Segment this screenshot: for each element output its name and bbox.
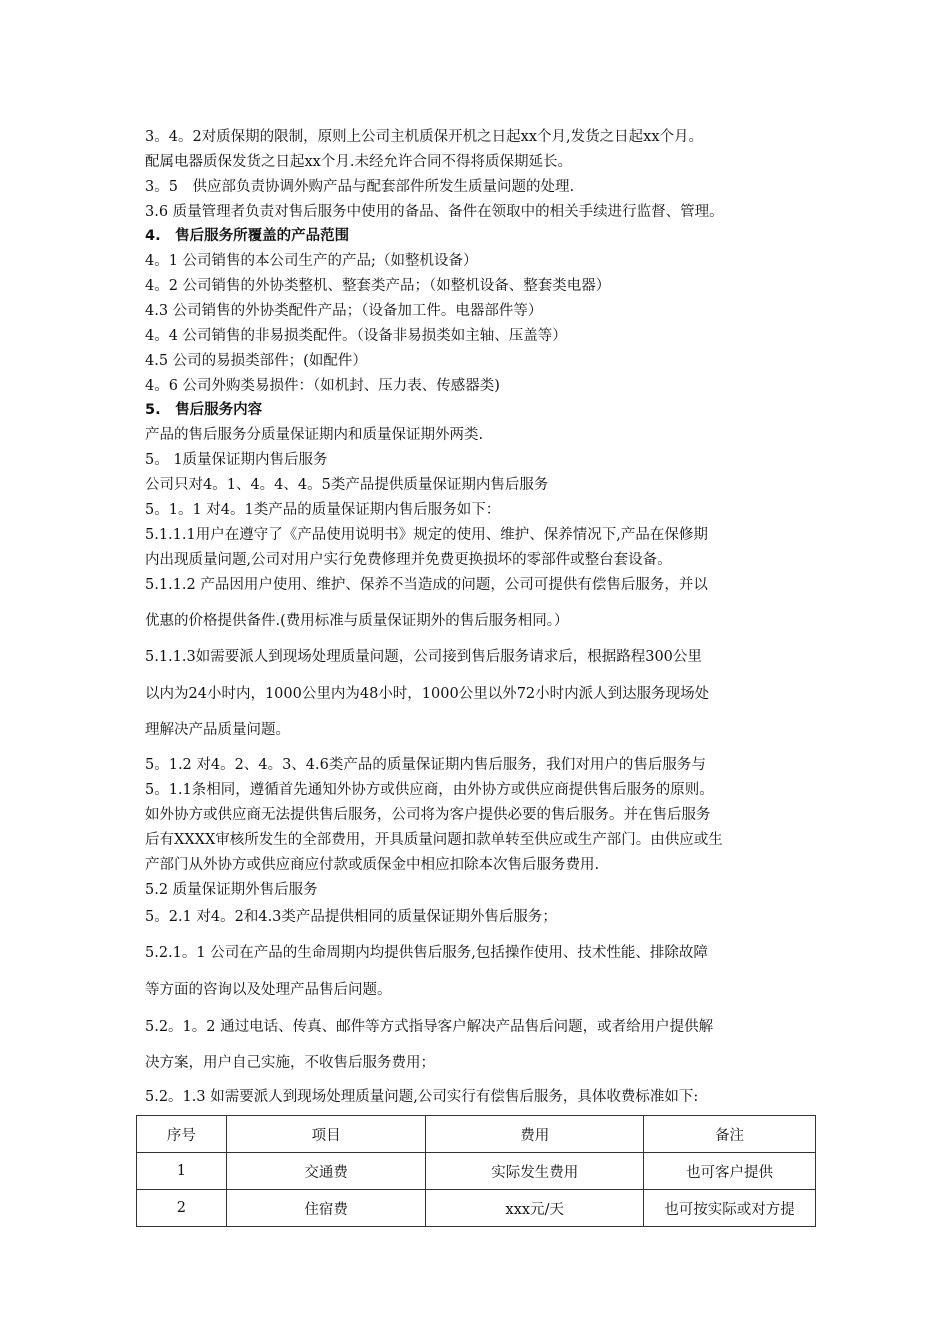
table-row bbox=[137, 1153, 816, 1190]
table-header-cell: 序号 bbox=[137, 1116, 227, 1153]
table-cell: 1 bbox=[137, 1153, 227, 1190]
paragraph-line: 4。2 公司销售的外协类整机、整套类产品；（如整机设备、整套类电器） bbox=[145, 278, 611, 294]
paragraph-line: 等方面的咨询以及处理产品售后问题。 bbox=[145, 982, 392, 998]
paragraph-line: 5。1。1 对4。1类产品的质量保证期内售后服务如下： bbox=[145, 502, 501, 518]
table-cell: 也可按实际或对方提 bbox=[644, 1190, 816, 1227]
paragraph-line: 5。1.1条相同，遵循首先通知外协方或供应商，由外协方或供应商提供售后服务的原则。 bbox=[145, 782, 714, 798]
paragraph-line: 4。1 公司销售的本公司生产的产品;（如整机设备） bbox=[145, 253, 478, 269]
table-cell: 也可客户提供 bbox=[644, 1153, 816, 1190]
paragraph-line: 3。4。2对质保期的限制，原则上公司主机质保开机之日起xx个月,发货之日起xx个月。 bbox=[145, 129, 703, 145]
paragraph-line: 优惠的价格提供备件.(费用标准与质量保证期外的售后服务相同。） bbox=[145, 613, 569, 629]
paragraph-line: 产部门从外协方或供应商应付款或质保金中相应扣除本次售后服务费用. bbox=[145, 857, 600, 873]
table-header-row bbox=[137, 1116, 816, 1153]
paragraph-line: 以内为24小时内，1000公里内为48小时，1000公里以外72小时内派人到达服务现场处 bbox=[145, 686, 710, 702]
table-cell: xxx元/天 bbox=[426, 1190, 644, 1227]
table-header-cell: 项目 bbox=[226, 1116, 426, 1153]
paragraph-line: 5.2。1。2 通过电话、传真、邮件等方式指导客户解决产品售后问题，或者给用户提供解 bbox=[145, 1019, 714, 1035]
table-cell: 2 bbox=[137, 1190, 227, 1227]
section-heading: 5. 售后服务内容 bbox=[145, 402, 263, 418]
paragraph-line: 5.2.1。1 公司在产品的生命周期内均提供售后服务,包括操作使用、技术性能、排除故障 bbox=[145, 945, 708, 961]
paragraph-line: 5。2.1 对4。2和4.3类产品提供相同的质量保证期外售后服务； bbox=[145, 909, 557, 925]
paragraph-line: 5.2 质量保证期外售后服务 bbox=[145, 882, 318, 898]
paragraph-line: 4.3 公司销售的外协类配件产品；（设备加工件。电器部件等） bbox=[145, 303, 543, 319]
paragraph-line: 配属电器质保发货之日起xx个月.未经允许合同不得将质保期延长。 bbox=[145, 154, 572, 170]
paragraph-line: 3.6 质量管理者负责对售后服务中使用的备品、备件在领取中的相关手续进行监督、管理。 bbox=[145, 204, 724, 220]
paragraph-line: 产品的售后服务分质量保证期内和质量保证期外两类. bbox=[145, 427, 484, 443]
table-row bbox=[137, 1190, 816, 1227]
paragraph-line: 4。6 公司外购类易损件：（如机封、压力表、传感器类) bbox=[145, 378, 500, 394]
paragraph-line: 4。4 公司销售的非易损类配件。（设备非易损类如主轴、压盖等） bbox=[145, 328, 567, 344]
table-cell: 住宿费 bbox=[226, 1190, 426, 1227]
table-header-cell: 备注 bbox=[644, 1116, 816, 1153]
table-header-cell: 费用 bbox=[426, 1116, 644, 1153]
paragraph-line: 内出现质量问题,公司对用户实行免费修理并免费更换损坏的零部件或整台套设备。 bbox=[145, 552, 672, 568]
section-heading: 4. 售后服务所覆盖的产品范围 bbox=[145, 228, 350, 244]
fee-table bbox=[136, 1115, 816, 1227]
paragraph-line: 5.1.1.3如需要派人到现场处理质量问题，公司接到售后服务请求后，根据路程300公里 bbox=[145, 649, 702, 665]
paragraph-line: 如外协方或供应商无法提供售后服务，公司将为客户提供必要的售后服务。并在售后服务 bbox=[145, 807, 711, 823]
paragraph-line: 决方案，用户自己实施，不收售后服务费用； bbox=[145, 1055, 435, 1071]
paragraph-line: 5.2。1.3 如需要派人到现场处理质量问题,公司实行有偿售后服务，具体收费标准如下: bbox=[145, 1089, 699, 1105]
table-cell: 交通费 bbox=[226, 1153, 426, 1190]
paragraph-line: 5.1.1.2 产品因用户使用、维护、保养不当造成的问题，公司可提供有偿售后服务，并以 bbox=[145, 577, 708, 593]
table-cell: 实际发生费用 bbox=[426, 1153, 644, 1190]
paragraph-line: 公司只对4。1、4。4、4。5类产品提供质量保证期内售后服务 bbox=[145, 477, 549, 493]
paragraph-line: 4.5 公司的易损类部件；(如配件） bbox=[145, 353, 367, 369]
paragraph-line: 理解决产品质量问题。 bbox=[145, 722, 290, 738]
paragraph-line: 后有XXXX审核所发生的全部费用，开具质量问题扣款单转至供应或生产部门。由供应或生 bbox=[145, 832, 723, 848]
paragraph-line: 5。 1质量保证期内售后服务 bbox=[145, 452, 328, 468]
paragraph-line: 5.1.1.1用户在遵守了《产品使用说明书》规定的使用、维护、保养情况下,产品在保修期 bbox=[145, 527, 708, 543]
paragraph-line: 3。5 供应部负责协调外购产品与配套部件所发生质量问题的处理. bbox=[145, 179, 575, 195]
paragraph-line: 5。1.2 对4。2、4。3、4.6类产品的质量保证期内售后服务，我们对用户的售后服务与 bbox=[145, 757, 706, 773]
